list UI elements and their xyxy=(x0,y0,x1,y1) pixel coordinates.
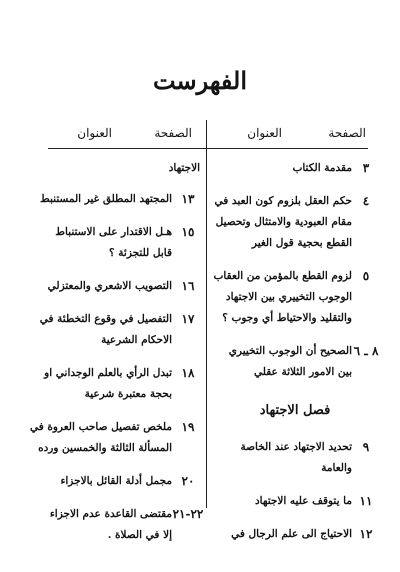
entry-title-line: ما يتوقف عليه الاجتهاد xyxy=(254,495,352,507)
toc-entry xyxy=(210,524,380,545)
entry-title-line: قابل للتجزئة ؟ xyxy=(109,247,172,259)
entry-title-line: الاحتياج الى علم الرجال في xyxy=(231,528,352,540)
heading-text: الاجتهاد xyxy=(168,162,200,174)
entry-page-number: ١١ xyxy=(359,494,373,508)
entry-title xyxy=(44,363,172,405)
entry-title-line: تبدل الرأي بالعلم الوجداني او xyxy=(44,367,172,379)
toc-entry xyxy=(44,363,204,405)
entry-page-number: ٢٠ xyxy=(181,474,195,488)
entry-title-line: الصحيح أن الوجوب التخييري xyxy=(228,345,352,357)
section-heading-text: فصل الاجتهاد xyxy=(259,403,331,418)
toc-entry xyxy=(210,158,380,179)
entry-page-number: ٥ xyxy=(362,269,370,283)
right-title-header: العنوان xyxy=(247,126,282,140)
entry-page-number: ١٧ xyxy=(181,312,195,326)
left-page-header: الصفحة xyxy=(154,126,192,140)
entry-title-line: التصويب الاشعري والمعتزلي xyxy=(47,280,172,292)
header-rule xyxy=(48,148,368,149)
entry-page-number: ١٢ xyxy=(359,527,373,541)
toc-entry xyxy=(29,417,204,459)
entry-page-number: ١٨ xyxy=(181,366,195,380)
toc-entry xyxy=(210,266,380,329)
entry-title xyxy=(40,189,172,210)
entry-title xyxy=(44,276,172,297)
entry-title-line: ملخص تفصيل صاحب العروة في xyxy=(29,421,172,433)
toc-entry xyxy=(210,491,380,512)
entry-page-number: ٤ xyxy=(362,194,370,208)
entry-page-number: ١٩ xyxy=(181,420,195,434)
toc-entry xyxy=(40,189,204,210)
entry-title-line: الوجوب التخييري بين الاجتهاد xyxy=(225,291,352,303)
entry-page-number: ١٣ xyxy=(181,192,195,206)
entry-title xyxy=(210,491,352,512)
entry-page-number: ٣ xyxy=(362,161,370,175)
right-page-header: الصفحة xyxy=(328,126,366,140)
entry-title xyxy=(210,437,352,479)
entry-page-number: ٨ ـ ٦ xyxy=(353,344,379,358)
toc-right-column xyxy=(210,158,380,557)
entry-title xyxy=(40,309,172,351)
entry-page-number: ١٥ xyxy=(181,225,195,239)
entry-title-line: المسألة الثالثة والخمسين ورده xyxy=(38,442,172,454)
toc-entry xyxy=(44,504,204,546)
entry-title-line: إلا في الصلاة . xyxy=(107,529,172,541)
toc-left-column xyxy=(29,158,204,558)
toc-entry xyxy=(210,437,380,479)
toc-continued-heading xyxy=(44,158,204,179)
entry-title-line: والعامة xyxy=(321,462,352,474)
toc-entry xyxy=(210,341,380,383)
entry-title xyxy=(44,222,172,264)
entry-title-line: والتقليد والاحتياط أي وجوب ؟ xyxy=(222,312,352,324)
entry-title-line: مقام العبودية والامتثال وتحصيل xyxy=(215,216,352,228)
entry-title-line: القطع بحجية قول الغير xyxy=(251,237,352,249)
entry-title-line: مقدمة الكتاب xyxy=(292,162,352,174)
entry-title xyxy=(44,504,172,546)
left-title-header: العنوان xyxy=(77,126,112,140)
toc-entry xyxy=(44,222,204,264)
toc-section-heading xyxy=(210,395,380,427)
entry-title xyxy=(44,471,172,492)
entry-title xyxy=(210,158,352,179)
entry-page-number: ٩ xyxy=(362,440,370,454)
toc-entry xyxy=(44,276,204,297)
entry-title-line: مجمل أدلة القائل بالاجزاء xyxy=(60,475,172,487)
entry-title-line: لزوم القطع بالمؤمن من العقاب xyxy=(213,270,352,282)
entry-title xyxy=(210,191,352,254)
entry-title xyxy=(210,266,352,329)
entry-title xyxy=(210,341,352,383)
entry-title-line: الاحكام الشرعية xyxy=(101,334,172,346)
entry-title xyxy=(210,524,352,545)
entry-title-line: هـل الاقتدار على الاستنباط xyxy=(55,226,172,238)
entry-title-line: بين الامور الثلاثة عقلي xyxy=(254,366,352,378)
column-divider xyxy=(206,120,207,508)
toc-entry xyxy=(39,309,204,351)
entry-title-line: مقتضى القاعدة عدم الاجزاء xyxy=(49,508,172,520)
entry-title-line: تحديد الاجتهاد عند الخاصة xyxy=(240,441,352,453)
entry-title-line: حكم العقل بلزوم كون العبد في xyxy=(214,195,352,207)
entry-title xyxy=(30,417,172,459)
entry-page-number: ١٦ xyxy=(181,279,195,293)
entry-title-line: التفصيل في وقوع التخطئة في xyxy=(39,313,172,325)
toc-entry xyxy=(210,191,380,254)
page-title: الفهرست xyxy=(152,66,248,95)
entry-page-number: ٢٢-٢١ xyxy=(172,507,204,521)
entry-title-line: بحجة معتبرة شرعية xyxy=(84,388,172,400)
entry-title-line: المجتهد المطلق غير المستنبط xyxy=(40,193,172,205)
toc-entry xyxy=(44,471,204,492)
